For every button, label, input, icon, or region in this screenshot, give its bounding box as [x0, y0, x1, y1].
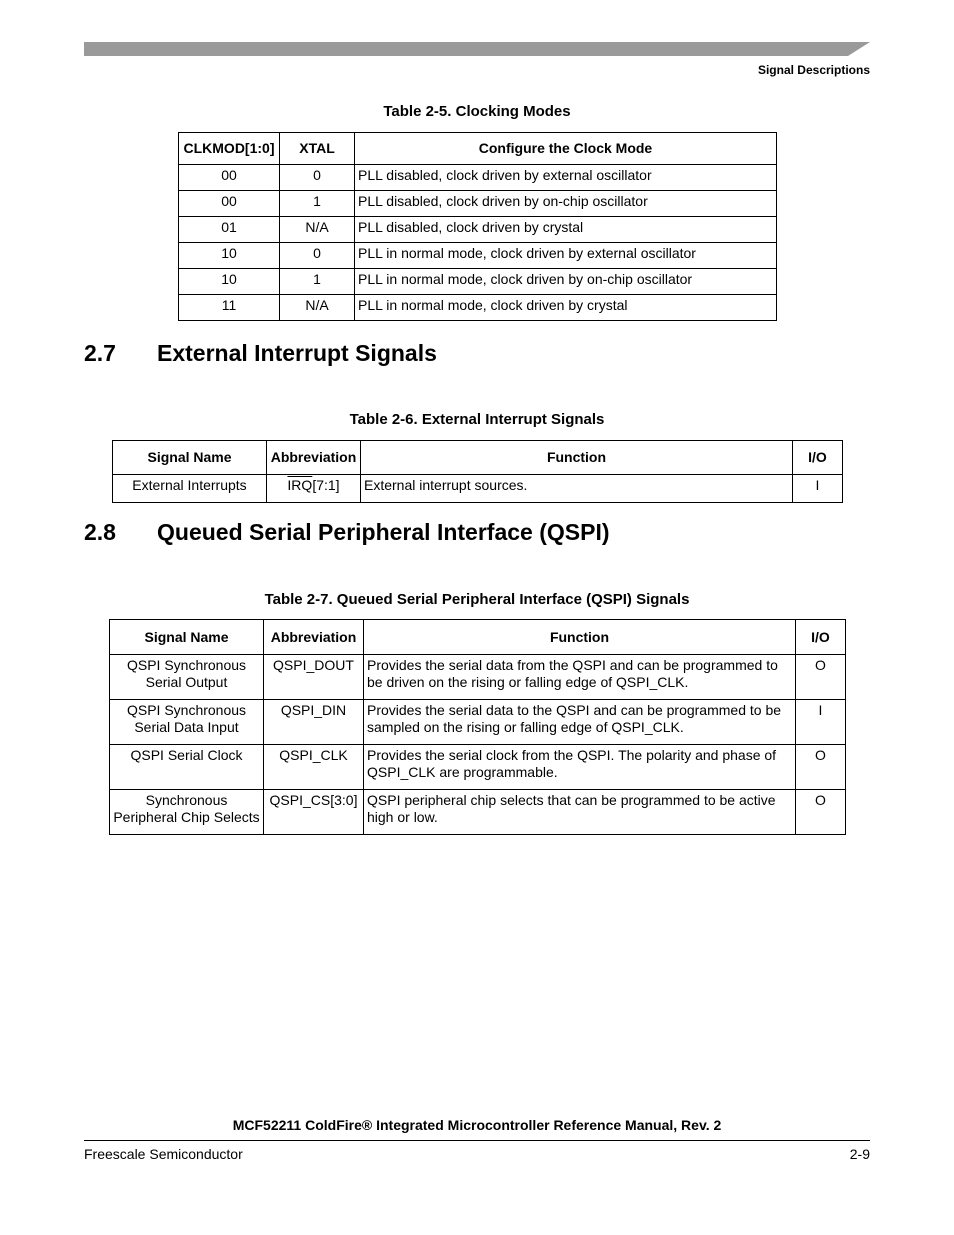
header-bar: [84, 42, 870, 56]
table-cell: 10: [179, 243, 280, 269]
table-cell: O: [796, 655, 846, 700]
table-cell: 1: [280, 191, 355, 217]
section-number: 2.8: [84, 519, 116, 545]
table-cell: PLL in normal mode, clock driven by on-chip oscillator: [355, 269, 777, 295]
table-cell: O: [796, 790, 846, 835]
table-cell: Provides the serial data from the QSPI and can be programmed to be driven on the rising or falling edge of QSPI_CLK.: [364, 655, 796, 700]
table-row: [110, 655, 846, 700]
active-low-signal: $\overline{IRQ}$: [287, 477, 313, 493]
table-header-row: [110, 620, 846, 655]
column-header: Configure the Clock Mode: [355, 133, 777, 165]
table-cell: QSPI Serial Clock: [110, 745, 264, 790]
table-cell: PLL in normal mode, clock driven by external oscillator: [355, 243, 777, 269]
section-2-8-heading: [84, 519, 610, 546]
table-cell: QSPI Synchronous Serial Data Input: [110, 700, 264, 745]
column-header: Function: [361, 441, 793, 475]
table-cell: N/A: [280, 217, 355, 243]
table-cell: External Interrupts: [113, 475, 267, 503]
table-row: [179, 217, 777, 243]
table-cell: 00: [179, 191, 280, 217]
page-number: 2-9: [849, 1146, 870, 1162]
table-cell: 0: [280, 165, 355, 191]
table-row: [110, 790, 846, 835]
table-cell: O: [796, 745, 846, 790]
section-2-7-heading: [84, 340, 437, 367]
table-row: [110, 700, 846, 745]
footer-company: Freescale Semiconductor: [84, 1146, 243, 1162]
column-header: Abbreviation: [267, 441, 361, 475]
section-title: Queued Serial Peripheral Interface (QSPI): [157, 519, 610, 545]
table-row: [179, 295, 777, 321]
table-cell: I: [796, 700, 846, 745]
column-header: I/O: [793, 441, 843, 475]
table-cell: N/A: [280, 295, 355, 321]
column-header: Function: [364, 620, 796, 655]
table-row: [179, 243, 777, 269]
table-cell: PLL disabled, clock driven by crystal: [355, 217, 777, 243]
column-header: Abbreviation: [264, 620, 364, 655]
table-cell: QSPI peripheral chip selects that can be programmed to be active high or low.: [364, 790, 796, 835]
table-cell: Provides the serial data to the QSPI and can be programmed to be sampled on the rising or falling edge of QSPI_CLK.: [364, 700, 796, 745]
qspi-signals-table: [109, 619, 846, 835]
table-cell: PLL in normal mode, clock driven by crystal: [355, 295, 777, 321]
table-header-row: [179, 133, 777, 165]
table-cell: QSPI_CS[3:0]: [264, 790, 364, 835]
section-title: External Interrupt Signals: [157, 340, 437, 366]
table-2-7-caption: Table 2-7. Queued Serial Peripheral Interface (QSPI) Signals: [264, 591, 690, 608]
table-cell: PLL disabled, clock driven by external oscillator: [355, 165, 777, 191]
column-header: CLKMOD[1:0]: [179, 133, 280, 165]
table-row: [113, 475, 843, 503]
external-interrupt-table: [112, 440, 843, 503]
column-header: Signal Name: [110, 620, 264, 655]
table-2-5-caption: Table 2-5. Clocking Modes: [383, 103, 571, 120]
column-header: Signal Name: [113, 441, 267, 475]
table-cell: QSPI_DIN: [264, 700, 364, 745]
table-row: [179, 165, 777, 191]
table-cell: External interrupt sources.: [361, 475, 793, 503]
table-cell: I: [793, 475, 843, 503]
table-cell: 01: [179, 217, 280, 243]
table-header-row: [113, 441, 843, 475]
table-cell: Synchronous Peripheral Chip Selects: [110, 790, 264, 835]
table-row: [110, 745, 846, 790]
clocking-modes-table: [178, 132, 777, 321]
table-cell: 11: [179, 295, 280, 321]
table-cell: 00: [179, 165, 280, 191]
table-cell: Provides the serial clock from the QSPI. The polarity and phase of QSPI_CLK are programmable.: [364, 745, 796, 790]
section-number: 2.7: [84, 340, 116, 366]
table-2-6-caption: Table 2-6. External Interrupt Signals: [349, 411, 605, 428]
table-cell: PLL disabled, clock driven by on-chip oscillator: [355, 191, 777, 217]
signal-range: [7:1]: [312, 477, 340, 493]
footer-divider: [84, 1140, 870, 1141]
table-row: [179, 269, 777, 295]
table-cell: QSPI Synchronous Serial Output: [110, 655, 264, 700]
table-cell: QSPI_CLK: [264, 745, 364, 790]
running-head: Signal Descriptions: [757, 63, 870, 77]
table-cell: [267, 475, 361, 503]
table-cell: 0: [280, 243, 355, 269]
table-cell: 1: [280, 269, 355, 295]
footer-document-title: MCF52211 ColdFire® Integrated Microcontroller Reference Manual, Rev. 2: [232, 1117, 722, 1133]
column-header: XTAL: [280, 133, 355, 165]
column-header: I/O: [796, 620, 846, 655]
table-row: [179, 191, 777, 217]
table-cell: 10: [179, 269, 280, 295]
table-cell: QSPI_DOUT: [264, 655, 364, 700]
